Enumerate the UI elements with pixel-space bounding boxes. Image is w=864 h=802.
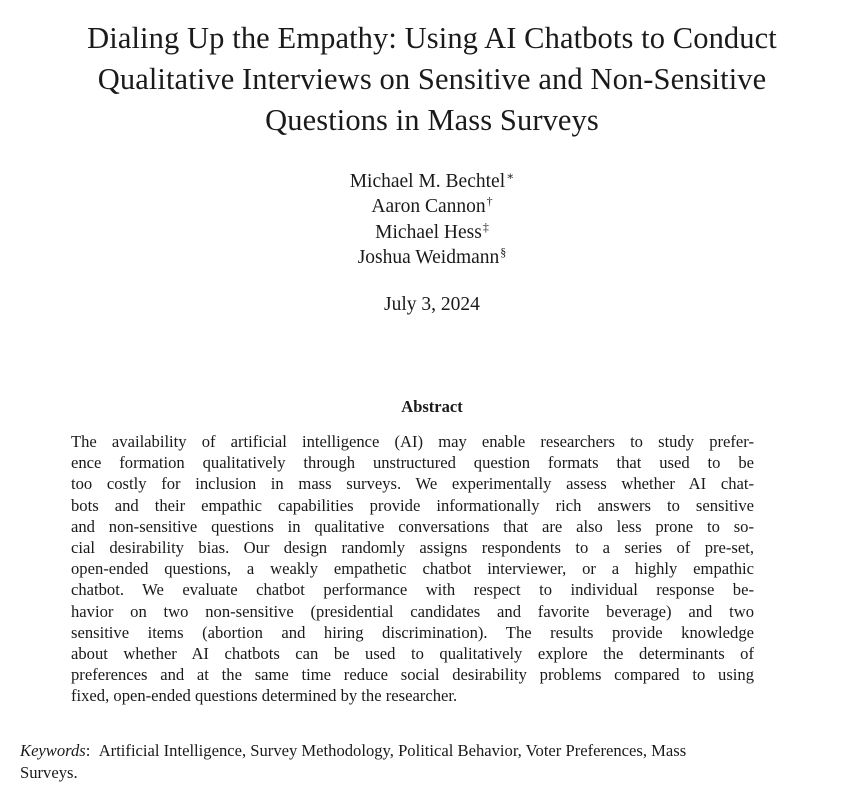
abstract-line: cial desirability bias. Our design randomly assigns respondents to a series of pre-set, <box>71 538 754 558</box>
abstract-line: fixed, open-ended questions determined by the researcher. <box>71 686 458 706</box>
abstract-line: bots and their empathic capabilities provide informationally rich answers to sensitive <box>71 495 754 515</box>
author-list <box>0 169 864 270</box>
title-line: Questions in Mass Surveys <box>265 103 599 137</box>
keywords-label: Keywords <box>20 741 86 760</box>
keywords-separator: : <box>85 741 91 760</box>
author-name: Aaron Cannon <box>371 196 486 218</box>
footnote-mark: † <box>486 194 493 209</box>
keywords-line: Surveys. <box>20 762 78 782</box>
keywords <box>20 740 806 783</box>
abstract-line: and non-sensitive questions in qualitative conversations that are also less prone to so- <box>71 516 754 536</box>
keywords-line <box>20 740 806 762</box>
abstract-line: ence formation qualitatively through unstructured question formats that used to be <box>71 453 754 473</box>
author-name: Michael Hess <box>375 221 482 243</box>
abstract-line: open-ended questions, a weakly empathetic chatbot interviewer, or a highly empathic <box>71 559 754 579</box>
author <box>0 169 864 194</box>
keywords-text: Artificial Intelligence, Survey Methodology, Political Behavior, Voter Preferences, Mass <box>98 741 687 760</box>
footnote-mark: ∗ <box>506 169 515 183</box>
author <box>0 194 864 219</box>
abstract-line: chatbot. We evaluate chatbot performance with respect to individual response be- <box>71 580 754 600</box>
footnote-mark: § <box>500 244 507 259</box>
abstract-line: The availability of artificial intelligence (AI) may enable researchers to study prefer- <box>71 432 754 451</box>
abstract-line: about whether AI chatbots can be used to qualitatively explore the determinants of <box>71 644 754 664</box>
title-line: Qualitative Interviews on Sensitive and Non-Sensitive <box>97 62 767 96</box>
author <box>0 220 864 245</box>
abstract-line: sensitive items (abortion and hiring discrimination). The results provide knowledge <box>71 622 754 642</box>
abstract-line: havior on two non-sensitive (presidential candidates and favorite beverage) and two <box>71 601 754 621</box>
paper-title <box>20 18 844 141</box>
publication-date: July 3, 2024 <box>384 294 480 315</box>
abstract-line: preferences and at the same time reduce social desirability problems compared to using <box>71 665 754 685</box>
abstract-heading: Abstract <box>401 397 463 416</box>
title-line: Dialing Up the Empathy: Using AI Chatbots to Conduct <box>87 21 777 55</box>
author <box>0 245 864 270</box>
author-name: Joshua Weidmann <box>357 246 500 268</box>
author-name: Michael M. Bechtel <box>349 171 506 192</box>
abstract-line: too costly for inclusion in mass surveys. We experimentally assess whether AI chat- <box>71 474 754 494</box>
abstract-body <box>71 431 754 707</box>
footnote-mark: ‡ <box>482 219 489 234</box>
